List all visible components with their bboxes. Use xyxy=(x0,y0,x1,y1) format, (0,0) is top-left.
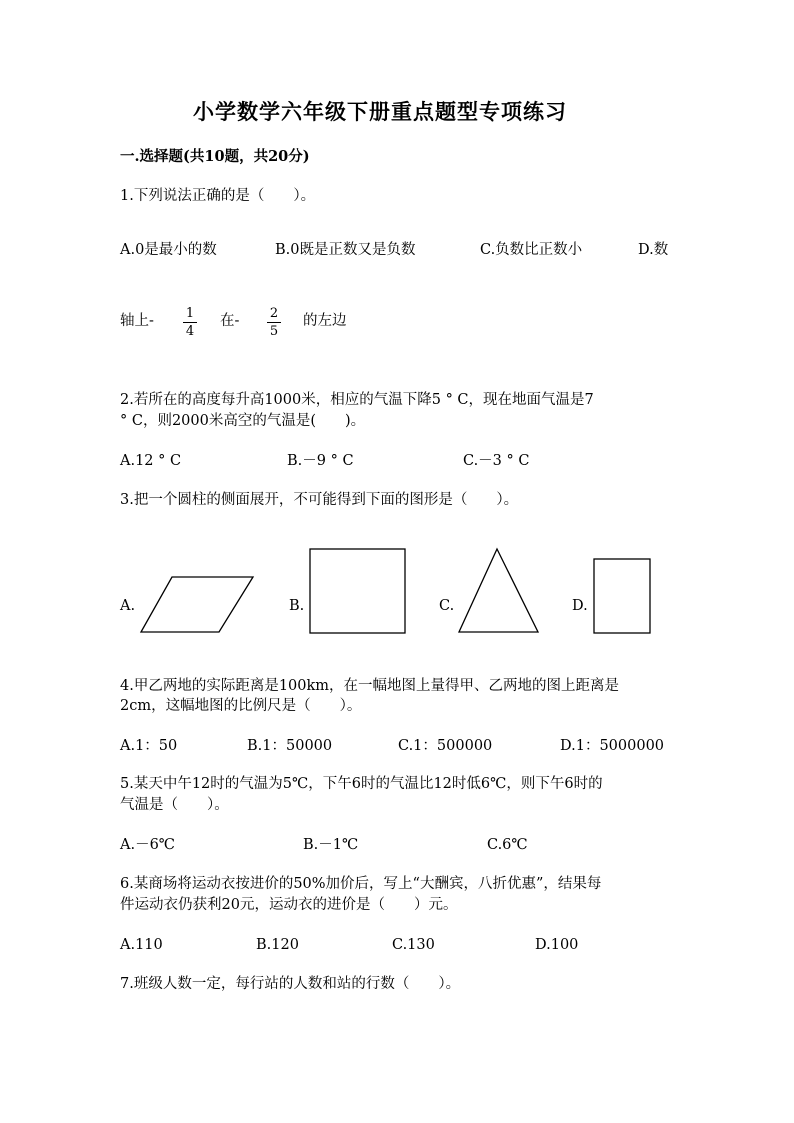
question-2-option-c[interactable]: C.－3 ° C xyxy=(463,453,530,469)
question-1-option-b[interactable]: B.0既是正数又是负数 xyxy=(275,242,416,258)
question-5-option-a[interactable]: A.－6℃ xyxy=(120,837,176,853)
question-4-line-2: 2cm，这幅地图的比例尺是（ ）。 xyxy=(120,698,362,714)
question-1-text: 1.下列说法正确的是（ ）。 xyxy=(120,188,316,204)
question-5-option-b[interactable]: B.－1℃ xyxy=(303,837,359,853)
parallelogram-figure xyxy=(138,574,258,636)
fraction-one-quarter xyxy=(183,307,197,338)
question-2-option-a[interactable]: A.12 ° C xyxy=(120,453,182,469)
question-4-option-c[interactable]: C.1：500000 xyxy=(398,738,493,754)
rectangle-figure xyxy=(591,556,653,636)
question-6-option-c[interactable]: C.130 xyxy=(392,937,435,953)
fraction-2-bar xyxy=(267,322,281,323)
question-6-line-1: 6.某商场将运动衣按进价的50%加价后，写上“大酬宾，八折优惠”，结果每 xyxy=(120,876,602,892)
question-2-line-1: 2.若所在的高度每升高1000米，相应的气温下降5 ° C，现在地面气温是7 xyxy=(120,392,594,408)
question-4-option-d[interactable]: D.1：5000000 xyxy=(560,738,665,754)
triangle-figure xyxy=(456,546,542,636)
fraction-1-bar xyxy=(183,322,197,323)
fraction-two-fifths xyxy=(267,307,281,338)
fraction-1-denominator: 4 xyxy=(185,324,195,339)
question-6-option-a[interactable]: A.110 xyxy=(120,937,163,953)
question-4-line-1: 4.甲乙两地的实际距离是100km，在一幅地图上量得甲、乙两地的图上距离是 xyxy=(120,678,620,694)
question-1-option-d-text-2: 在- xyxy=(220,313,240,329)
question-5-line-2: 气温是（ ）。 xyxy=(120,797,229,813)
question-1-option-d-text-3: 的左边 xyxy=(303,313,347,329)
question-3-option-d-label[interactable]: D. xyxy=(572,598,588,614)
question-2-option-b[interactable]: B.－9 ° C xyxy=(287,453,354,469)
fraction-1-numerator: 1 xyxy=(185,306,195,321)
page-title: 小学数学六年级下册重点题型专项练习 xyxy=(193,99,567,124)
question-4-option-a[interactable]: A.1：50 xyxy=(120,738,178,754)
question-6-line-2: 件运动衣仍获利20元，运动衣的进价是（ ）元。 xyxy=(120,897,458,913)
question-5-option-c[interactable]: C.6℃ xyxy=(487,837,528,853)
section-heading: 一.选择题(共10题，共20分) xyxy=(120,148,310,165)
question-1-option-d-continued: 轴上- xyxy=(120,313,154,329)
question-5-line-1: 5.某天中午12时的气温为5℃，下午6时的气温比12时低6℃，则下午6时的 xyxy=(120,776,603,792)
question-1-option-d[interactable]: D.数 xyxy=(638,242,669,258)
fraction-2-denominator: 5 xyxy=(269,324,279,339)
question-3-option-c-label[interactable]: C. xyxy=(439,598,455,614)
question-7-text: 7.班级人数一定，每行站的人数和站的行数（ ）。 xyxy=(120,976,461,992)
square-figure xyxy=(307,546,409,636)
question-1-option-c[interactable]: C.负数比正数小 xyxy=(480,242,583,258)
question-2-line-2: ° C，则2000米高空的气温是( )。 xyxy=(120,413,366,429)
question-4-option-b[interactable]: B.1：50000 xyxy=(247,738,333,754)
question-6-option-d[interactable]: D.100 xyxy=(535,937,579,953)
question-6-option-b[interactable]: B.120 xyxy=(256,937,299,953)
fraction-2-numerator: 2 xyxy=(269,306,279,321)
question-3-text: 3.把一个圆柱的侧面展开，不可能得到下面的图形是（ ）。 xyxy=(120,492,519,508)
question-3-option-a-label[interactable]: A. xyxy=(120,598,136,614)
question-1-option-a[interactable]: A.0是最小的数 xyxy=(120,242,217,258)
question-3-option-b-label[interactable]: B. xyxy=(289,598,305,614)
